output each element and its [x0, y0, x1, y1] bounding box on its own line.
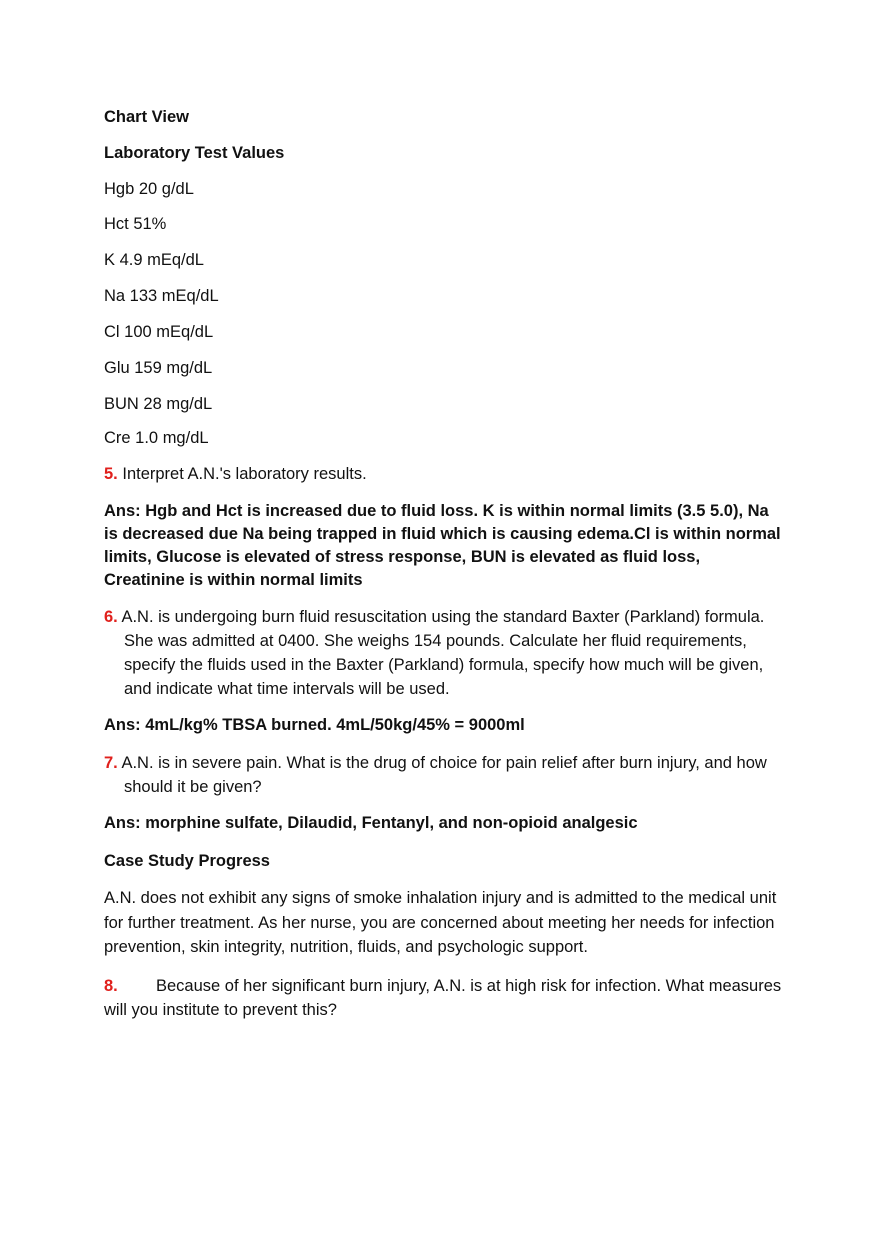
answer-6: Ans: 4mL/kg% TBSA burned. 4mL/50kg/45% = 9000ml	[104, 716, 525, 734]
document-page	[104, 106, 784, 1023]
heading-case-study-progress: Case Study Progress	[104, 852, 270, 870]
question-number: 6.	[104, 608, 118, 626]
question-text: Because of her significant burn injury, A.N. is at high risk for infection. What measures will you institute to prevent this?	[104, 976, 782, 1019]
case-study-paragraph: A.N. does not exhibit any signs of smoke inhalation injury and is admitted to the medical unit for further treatment. As her nurse, you are concerned about meeting her needs for infection prevention, skin integrity, nutrition, fluids, and psychologic support.	[104, 889, 777, 956]
heading-lab-values: Laboratory Test Values	[104, 144, 285, 162]
question-8	[104, 974, 784, 1023]
question-text: A.N. is undergoing burn fluid resuscitation using the standard Baxter (Parkland) formula. She was admitted at 0400. She weighs 154 pounds. Calculate her fluid requirements, specify the fluids used in the Baxter (Parkland) formula, specify how much will be given, and indicate what time intervals will be used.	[121, 608, 765, 698]
question-number: 8.	[104, 976, 118, 995]
question-6	[104, 605, 784, 701]
lab-value-hgb: Hgb 20 g/dL	[104, 180, 194, 198]
lab-value-bun: BUN 28 mg/dL	[104, 395, 213, 413]
question-text: A.N. is in severe pain. What is the drug of choice for pain relief after burn injury, and how should it be given?	[121, 754, 767, 796]
lab-value-k: K 4.9 mEq/dL	[104, 251, 204, 269]
answer-5: Ans: Hgb and Hct is increased due to fluid loss. K is within normal limits (3.5 5.0), Na is decreased due Na being trapped in fluid which is causing edema.Cl is within normal limits, Glucose is elevated of stress response, BUN is elevated as fluid loss, Creatinine is within normal limits	[104, 502, 781, 589]
lab-value-cl: Cl 100 mEq/dL	[104, 323, 214, 341]
lab-value-na: Na 133 mEq/dL	[104, 287, 219, 305]
question-number: 7.	[104, 754, 118, 772]
heading-chart-view: Chart View	[104, 108, 189, 126]
answer-7: Ans: morphine sulfate, Dilaudid, Fentanyl, and non-opioid analgesic	[104, 814, 638, 832]
question-text: Interpret A.N.'s laboratory results.	[122, 465, 367, 483]
question-5	[104, 462, 784, 486]
question-7	[104, 751, 784, 799]
lab-value-cre: Cre 1.0 mg/dL	[104, 429, 209, 447]
lab-values-list	[104, 178, 784, 449]
lab-value-glu: Glu 159 mg/dL	[104, 359, 213, 377]
question-number: 5.	[104, 465, 118, 483]
lab-value-hct: Hct 51%	[104, 215, 167, 233]
